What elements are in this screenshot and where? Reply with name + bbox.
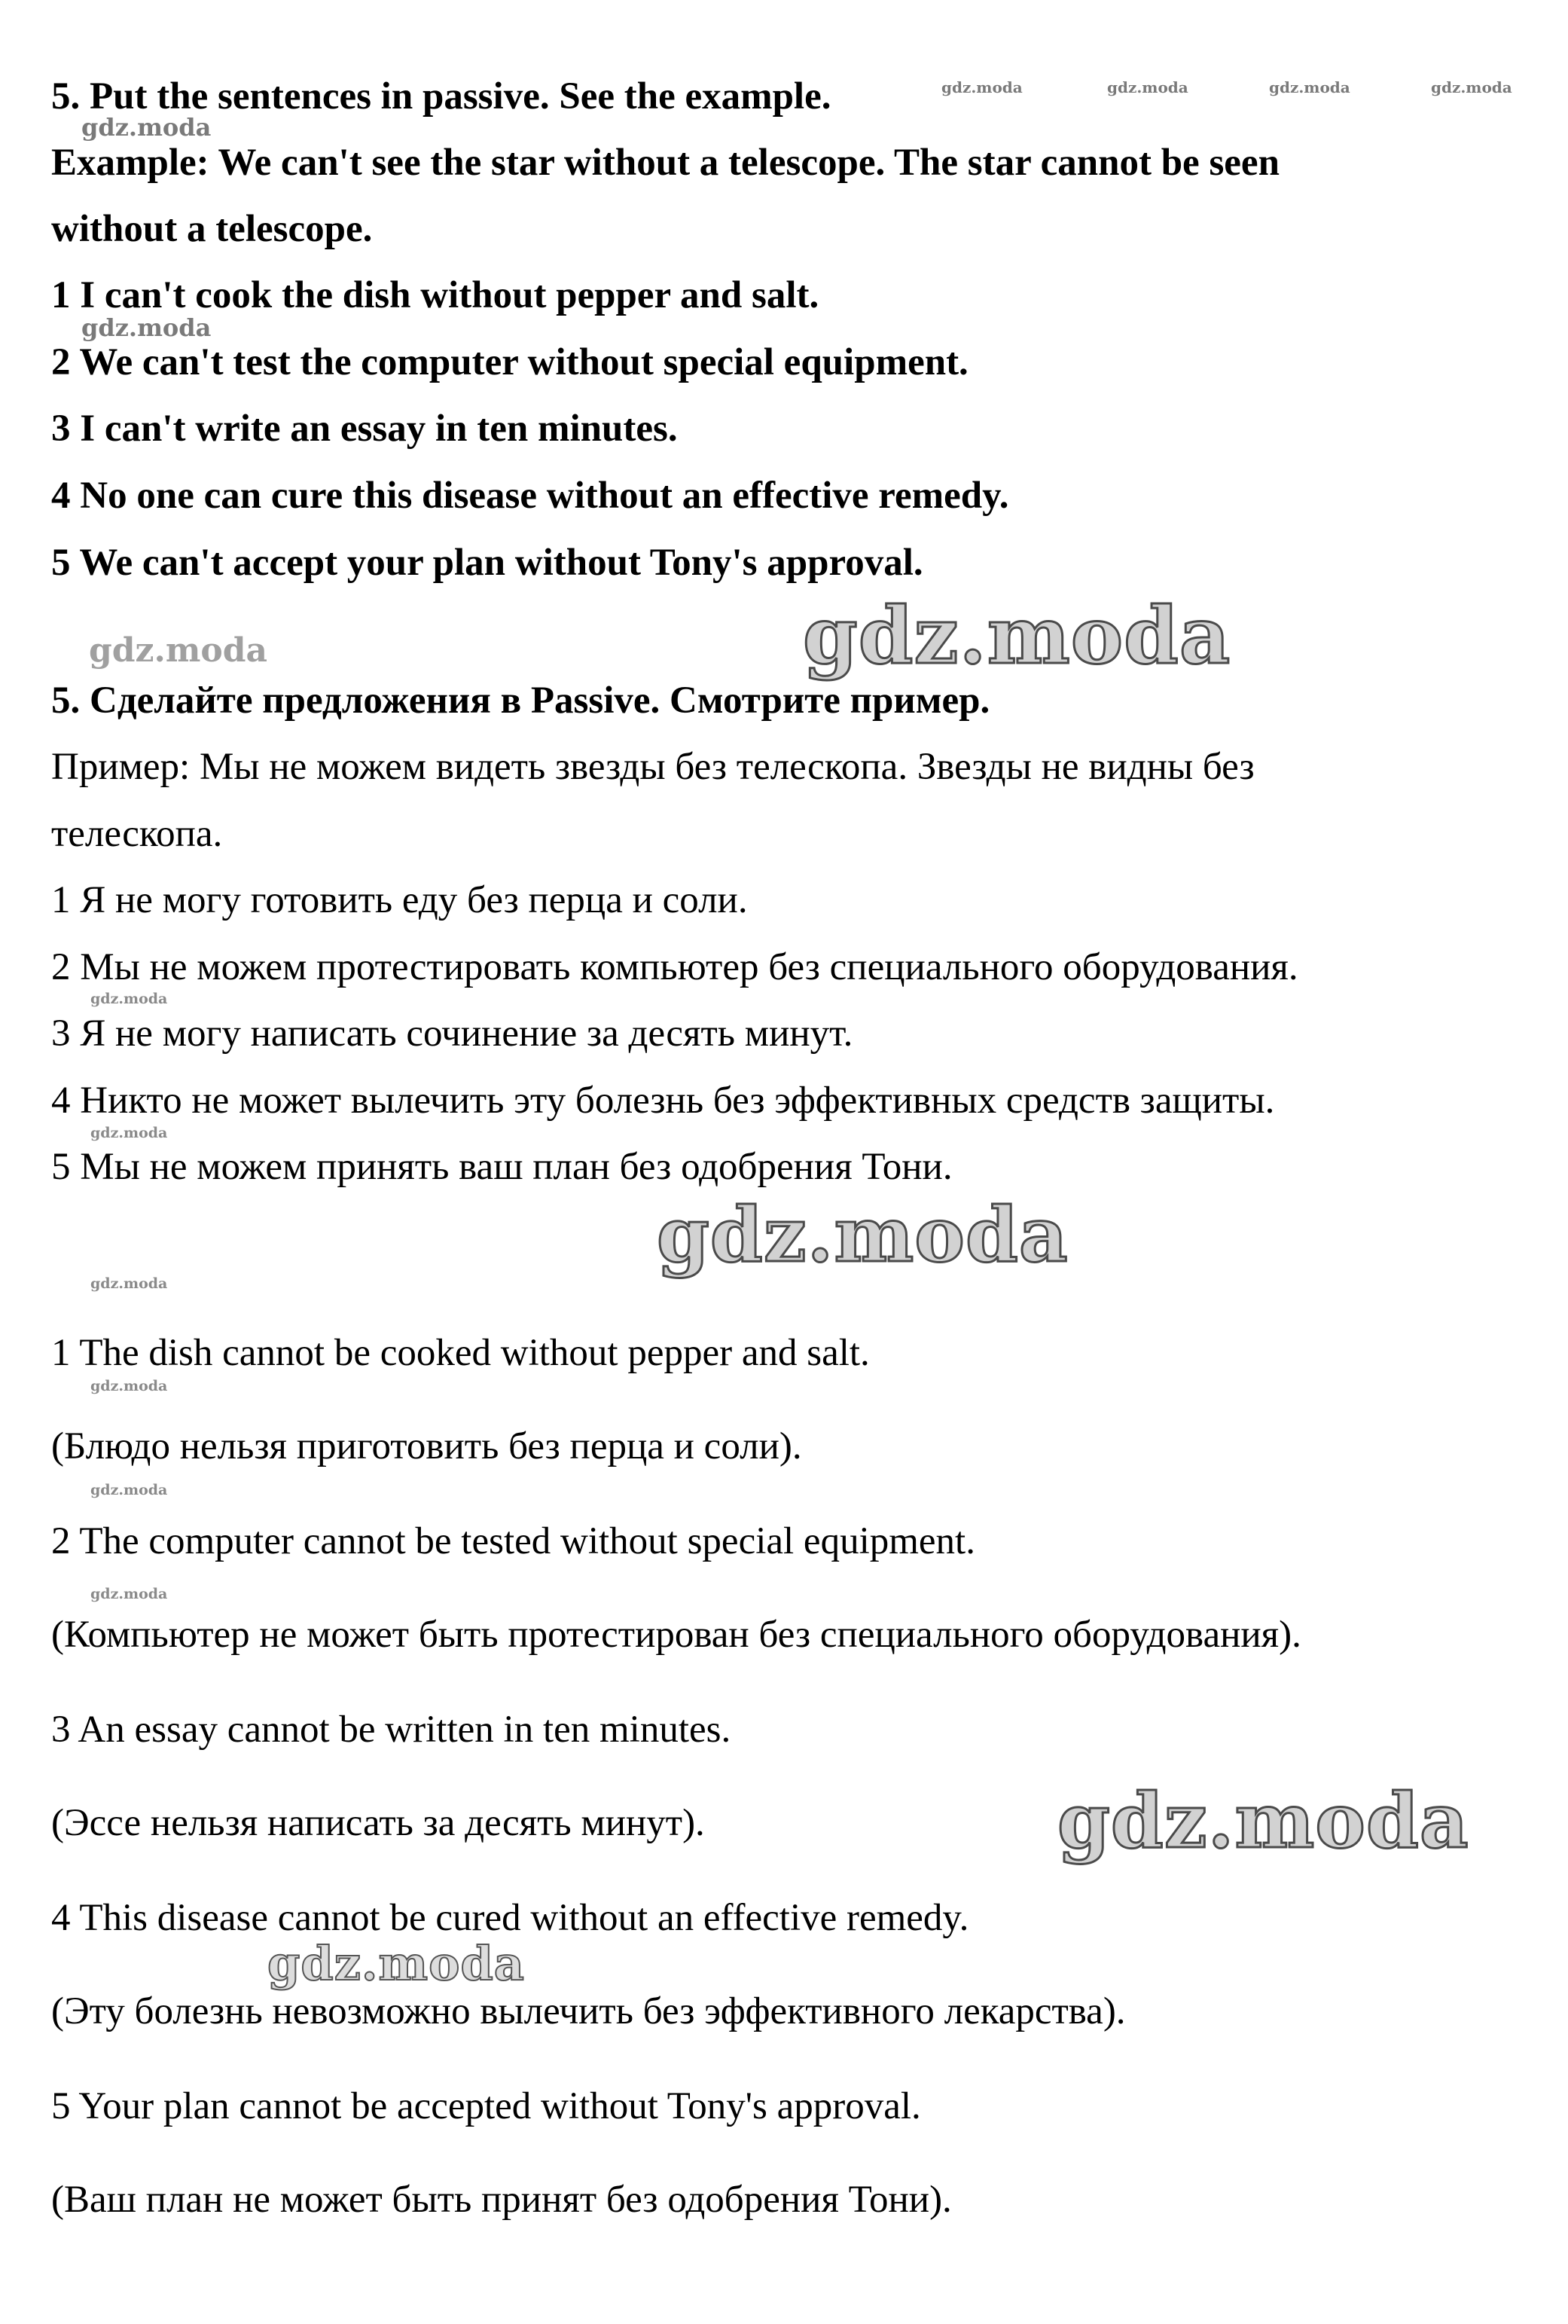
- task-heading: 5. Put the sentences in passive. See the example.: [51, 75, 831, 118]
- watermark-large: gdz.moda: [1057, 1776, 1469, 1865]
- task-item: 1 Я не могу готовить еду без перца и соли.: [51, 879, 748, 921]
- watermark-tiny: gdz.moda: [90, 991, 168, 1007]
- task-item: 2 Мы не можем протестировать компьютер без специального оборудования.: [51, 946, 1298, 988]
- answer-russian: (Эту болезнь невозможно вылечить без эффективного лекарства).: [51, 1990, 1126, 2032]
- task-item: 4 No one can cure this disease without an effective remedy.: [51, 475, 1009, 517]
- answer-russian: (Ваш план не может быть принят без одобрения Тони).: [51, 2179, 952, 2221]
- watermark-small: gdz.moda: [81, 313, 212, 342]
- answer-english: 4 This disease cannot be cured without an effective remedy.: [51, 1897, 969, 1939]
- task-item: 1 I can't cook the dish without pepper and salt.: [51, 274, 819, 316]
- example-line: Пример: Мы не можем видеть звезды без телескопа. Звезды не видны без: [51, 746, 1255, 788]
- task-item: 5 We can't accept your plan without Tony's approval.: [51, 542, 923, 584]
- task-item: 3 Я не могу написать сочинение за десять минут.: [51, 1012, 853, 1055]
- answer-russian: (Эссе нельзя написать за десять минут).: [51, 1802, 705, 1844]
- task-item: 4 Никто не может вылечить эту болезнь без эффективных средств защиты.: [51, 1080, 1275, 1122]
- task-item: 2 We can't test the computer without special equipment.: [51, 341, 969, 383]
- watermark-small: gdz.moda: [89, 631, 268, 670]
- watermark-large: gdz.moda: [803, 589, 1231, 682]
- watermark-tiny: gdz.moda: [90, 1482, 168, 1498]
- example-line: Example: We can't see the star without a telescope. The star cannot be seen: [51, 142, 1280, 184]
- watermark-large: gdz.moda: [267, 1936, 525, 1991]
- watermark-tiny: gdz.moda: [90, 1586, 168, 1602]
- watermark-small: gdz.moda: [1107, 78, 1188, 96]
- watermark-tiny: gdz.moda: [90, 1275, 168, 1292]
- watermark-small: gdz.moda: [1431, 78, 1512, 96]
- watermark-tiny: gdz.moda: [90, 1125, 168, 1141]
- answer-english: 1 The dish cannot be cooked without pepper and salt.: [51, 1332, 870, 1374]
- watermark-large: gdz.moda: [657, 1190, 1069, 1279]
- example-line: without a telescope.: [51, 208, 373, 250]
- answer-english: 5 Your plan cannot be accepted without Tony's approval.: [51, 2085, 921, 2127]
- example-line: телескопа.: [51, 813, 223, 855]
- watermark-tiny: gdz.moda: [90, 1378, 168, 1394]
- task-item: 3 I can't write an essay in ten minutes.: [51, 408, 678, 450]
- task-item: 5 Мы не можем принять ваш план без одобрения Тони.: [51, 1146, 953, 1188]
- answer-english: 3 An essay cannot be written in ten minutes.: [51, 1709, 731, 1751]
- task-heading: 5. Сделайте предложения в Passive. Смотрите пример.: [51, 679, 990, 722]
- watermark-small: gdz.moda: [81, 113, 212, 142]
- watermark-small: gdz.moda: [1269, 78, 1350, 96]
- answer-english: 2 The computer cannot be tested without special equipment.: [51, 1520, 975, 1562]
- answer-russian: (Компьютер не может быть протестирован без специального оборудования).: [51, 1614, 1301, 1656]
- watermark-small: gdz.moda: [941, 78, 1023, 96]
- answer-russian: (Блюдо нельзя приготовить без перца и соли).: [51, 1425, 802, 1467]
